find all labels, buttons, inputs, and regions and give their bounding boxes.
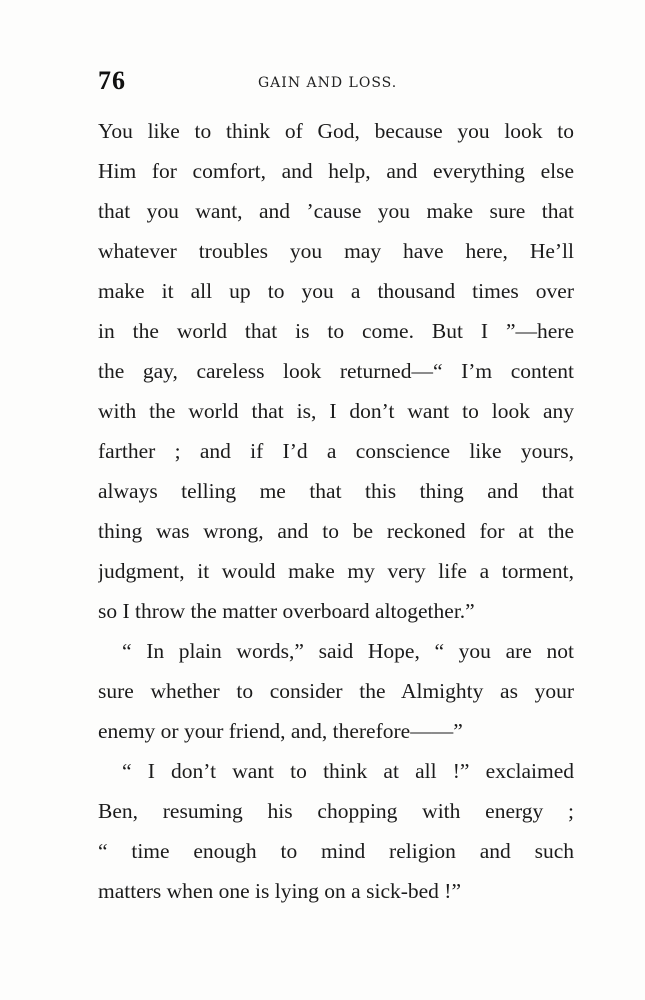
body-text	[98, 111, 574, 911]
text-line: farther ; and if I’d a conscience like yours,	[98, 439, 574, 463]
text-line: “ In plain words,” said Hope, “ you are not	[122, 639, 574, 663]
text-line: the gay, careless look returned—“ I’m content	[98, 359, 574, 383]
running-title: GAIN AND LOSS.	[258, 75, 398, 91]
text-line: Ben, resuming his chopping with energy ;	[98, 799, 574, 823]
running-head	[98, 66, 574, 96]
text-line: “ I don’t want to think at all !” exclaimed	[122, 759, 574, 783]
text-line: make it all up to you a thousand times over	[98, 279, 574, 303]
page-number: 76	[98, 66, 126, 95]
text-line: with the world that is, I don’t want to look any	[98, 399, 574, 423]
text-line: judgment, it would make my very life a torment,	[98, 559, 574, 583]
text-line: Him for comfort, and help, and everything else	[98, 159, 574, 183]
text-line: always telling me that this thing and that	[98, 479, 574, 503]
paragraph	[98, 631, 574, 751]
text-line: sure whether to consider the Almighty as your	[98, 679, 574, 703]
text-line: so I throw the matter overboard altogether.”	[98, 599, 475, 623]
text-line: whatever troubles you may have here, He’ll	[98, 239, 574, 263]
paragraph	[98, 111, 574, 631]
text-line: that you want, and ’cause you make sure that	[98, 199, 574, 223]
text-line: in the world that is to come. But I ”—here	[98, 319, 574, 343]
text-line: thing was wrong, and to be reckoned for at the	[98, 519, 574, 543]
text-line: matters when one is lying on a sick-bed !”	[98, 879, 462, 903]
text-line: “ time enough to mind religion and such	[98, 839, 574, 863]
paragraph	[98, 751, 574, 911]
text-line: enemy or your friend, and, therefore——”	[98, 719, 463, 743]
text-line: You like to think of God, because you look to	[98, 119, 574, 143]
